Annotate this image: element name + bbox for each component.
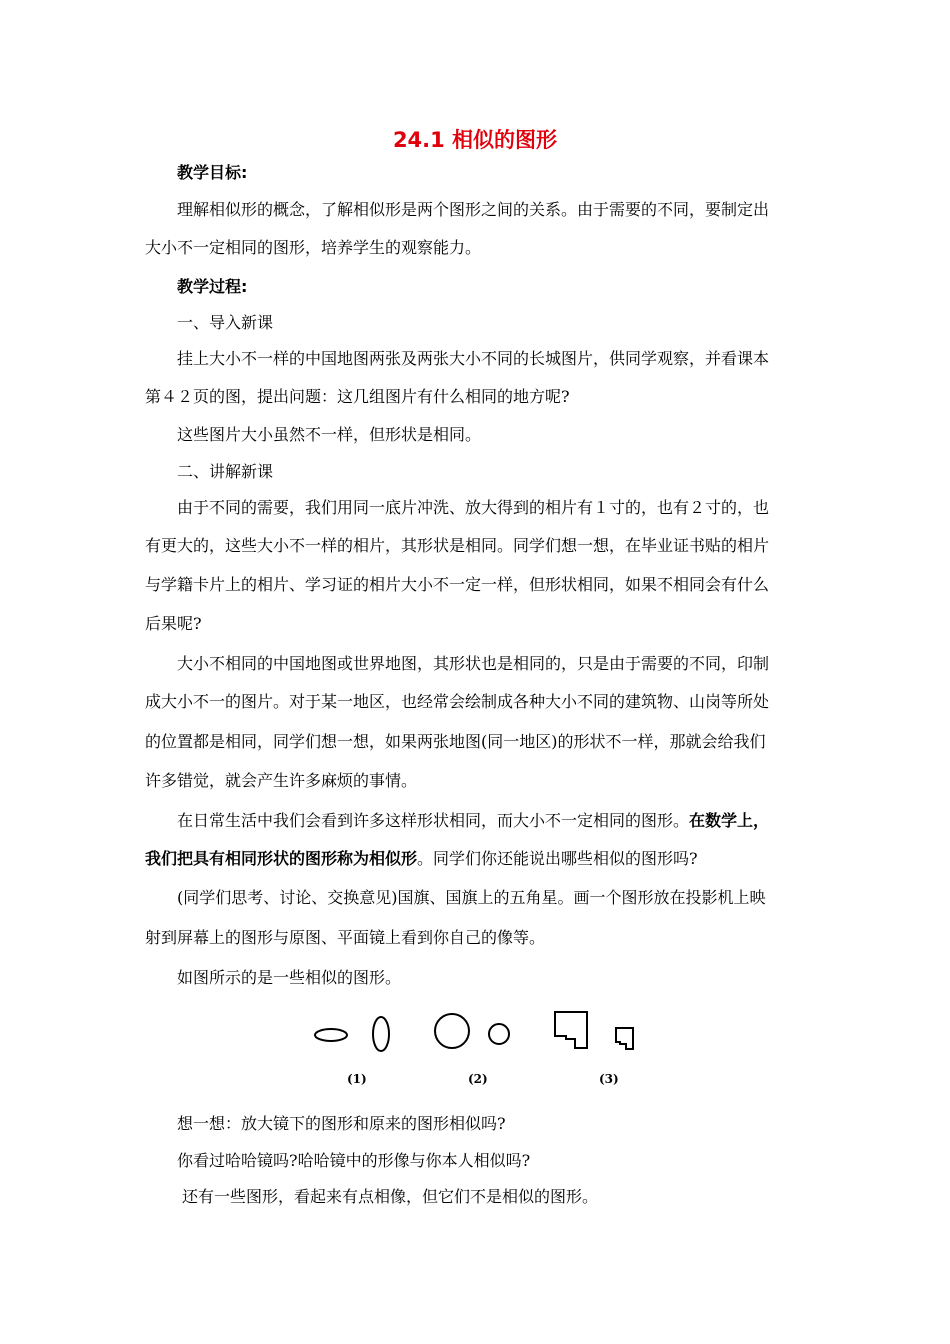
definition-emphasis: 我们把具有相同形状的图形称为相似形 bbox=[145, 849, 418, 868]
paragraph-line: 挂上大小不一样的中国地图两张及两张大小不同的长城图片，供同学观察，并看课本 bbox=[177, 349, 770, 368]
paragraph-line: 与学籍卡片上的相片、学习证的相片大小不一定一样，但形状相同，如果不相同会有什么 bbox=[145, 575, 770, 594]
figure-label-1: (1) bbox=[347, 1072, 367, 1086]
ellipse-horizontal bbox=[315, 1029, 347, 1041]
paragraph-line: 第４２页的图，提出问题：这几组图片有什么相同的地方呢? bbox=[145, 387, 570, 406]
figure-label-2: (2) bbox=[468, 1072, 488, 1086]
paragraph-line: 由于不同的需要，我们用同一底片冲洗、放大得到的相片有１寸的，也有２寸的，也 bbox=[177, 498, 770, 517]
paragraph-line: 大小不相同的中国地图或世界地图，其形状也是相同的，只是由于需要的不同，印制 bbox=[177, 654, 770, 673]
paragraph-line: 许多错觉，就会产生许多麻烦的事情。 bbox=[145, 771, 418, 790]
paragraph-line bbox=[177, 811, 847, 831]
text-normal: 在日常生活中我们会看到许多这样形状相同，而大小不一定相同的图形。 bbox=[177, 811, 690, 830]
paragraph-line: 有更大的，这些大小不一样的相片，其形状是相同。同学们想一想，在毕业证书贴的相片 bbox=[145, 536, 770, 555]
page-title: 24.1 相似的图形 bbox=[392, 128, 558, 152]
circle-small bbox=[489, 1024, 509, 1044]
paragraph-line: 如图所示的是一些相似的图形。 bbox=[177, 968, 402, 987]
section-heading-2: 二、讲解新课 bbox=[177, 462, 274, 481]
question-line: 想一想：放大镜下的图形和原来的图形相似吗? bbox=[177, 1114, 506, 1133]
question-line: 你看过哈哈镜吗?哈哈镜中的形像与你本人相似吗? bbox=[177, 1151, 531, 1170]
paragraph-line: (同学们思考、讨论、交换意见)国旗、国旗上的五角星。画一个图形放在投影机上映 bbox=[177, 888, 766, 907]
text-emphasis: 在数学上， bbox=[689, 811, 770, 830]
paragraph-line: 这些图片大小虽然不一样，但形状是相同。 bbox=[177, 425, 482, 444]
paragraph-line bbox=[145, 849, 815, 869]
process-heading: 教学过程: bbox=[177, 277, 248, 296]
notched-square-small bbox=[616, 1028, 633, 1049]
circle-large bbox=[435, 1014, 469, 1048]
goal-text-line: 理解相似形的概念，了解相似形是两个图形之间的关系。由于需要的不同，要制定出 bbox=[177, 200, 770, 219]
goal-heading: 教学目标: bbox=[177, 163, 248, 182]
section-heading-1: 一、导入新课 bbox=[177, 313, 274, 332]
paragraph-line: 的位置都是相同，同学们想一想，如果两张地图(同一地区)的形状不一样，那就会给我们 bbox=[145, 732, 766, 751]
goal-text-line: 大小不一定相同的图形，培养学生的观察能力。 bbox=[145, 238, 482, 257]
figure-label-3: (3) bbox=[599, 1072, 619, 1086]
ellipse-vertical bbox=[373, 1017, 389, 1051]
paragraph-line: 射到屏幕上的图形与原图、平面镜上看到你自己的像等。 bbox=[145, 928, 546, 947]
text-normal: 。同学们你还能说出哪些相似的图形吗? bbox=[417, 849, 698, 868]
paragraph-line: 后果呢? bbox=[145, 614, 202, 633]
paragraph-line: 成大小不一的图片。对于某一地区，也经常会绘制成各种大小不同的建筑物、山岗等所处 bbox=[145, 692, 770, 711]
notched-square-large bbox=[555, 1012, 587, 1048]
paragraph-line: 还有一些图形，看起来有点相像，但它们不是相似的图形。 bbox=[182, 1187, 599, 1206]
